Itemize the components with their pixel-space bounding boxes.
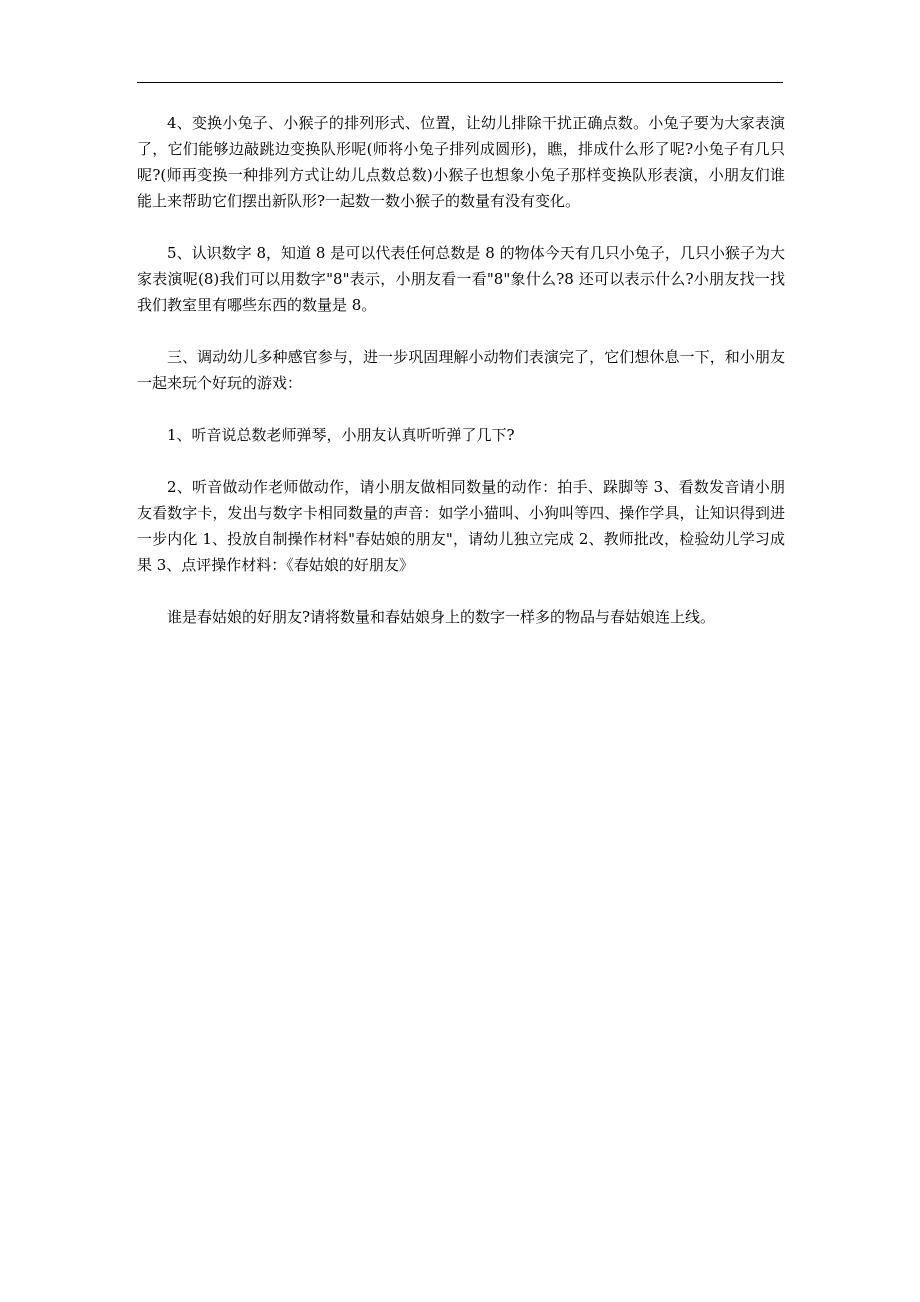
- paragraph-section-3: 三、调动幼儿多种感官参与，进一步巩固理解小动物们表演完了，它们想休息一下，和小朋友一起来玩个好玩的游戏：: [137, 348, 785, 392]
- paragraph-step-4: 4、变换小兔子、小猴子的排列形式、位置，让幼儿排除干扰正确点数。小兔子要为大家表演了，它们能够边敲跳边变换队形呢(师将小兔子排列成圆形)，瞧，排成什么形了呢?小兔子有几只呢?(师再变换一种排列方式让幼儿点数总数)小猴子也想象小兔子那样变换队形表演，小朋友们谁能上来帮助它们摆出新队形?一起数一数小猴子的数量有没有变化。: [137, 114, 785, 210]
- document-body: [137, 110, 785, 656]
- paragraph-game-1: 1、听音说总数老师弹琴，小朋友认真听听弹了几下?: [167, 426, 515, 444]
- header-rule: [137, 82, 783, 83]
- paragraph-game-2: 2、听音做动作老师做动作，请小朋友做相同数量的动作：拍手、跺脚等 3、看数发音请小朋友看数字卡，发出与数字卡相同数量的声音：如学小猫叫、小狗叫等四、操作学具，让知识得到进一步内化 1、投放自制操作材料"春姑娘的朋友"，请幼儿独立完成 2、教师批改，检验幼儿学习成果 3、点评操作材料：《春姑娘的好朋友》: [137, 478, 785, 574]
- paragraph-closing: 谁是春姑娘的好朋友?请将数量和春姑娘身上的数字一样多的物品与春姑娘连上线。: [167, 608, 716, 626]
- paragraph-step-5: 5、认识数字 8，知道 8 是可以代表任何总数是 8 的物体今天有几只小兔子，几只小猴子为大家表演呢(8)我们可以用数字"8"表示，小朋友看一看"8"象什么?8 还可以表示什么?小朋友找一找我们教室里有哪些东西的数量是 8。: [137, 244, 785, 314]
